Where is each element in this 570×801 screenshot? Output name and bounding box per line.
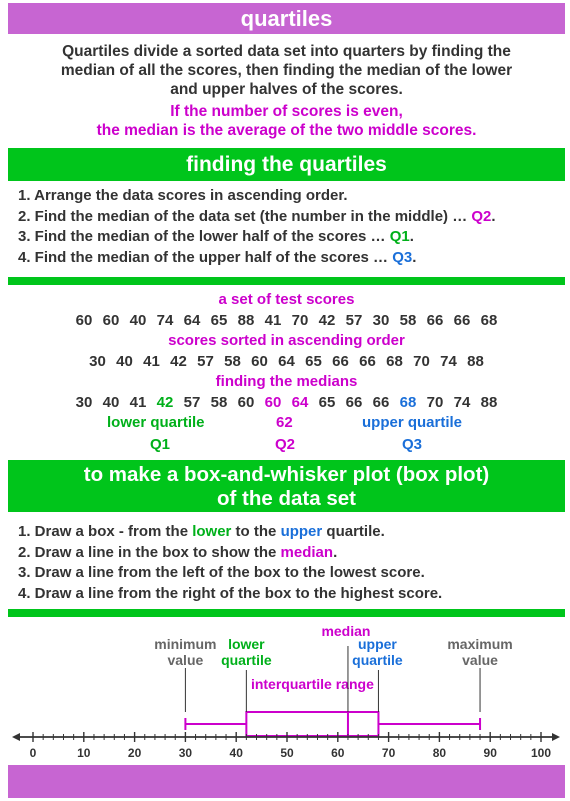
score-value: 41 [143,353,160,370]
score-value: 74 [440,353,457,370]
q1-tag: Q1 [389,228,410,245]
score-value: 88 [237,312,255,329]
set-label: a set of test scores [218,291,355,308]
step-item [18,543,442,564]
step-text: to the [231,523,281,540]
lower-quartile-label: lower quartile [107,414,205,431]
maximum-label: maximum [447,636,513,652]
score-value: 88 [467,353,484,370]
score-value: 41 [129,394,147,411]
note-line: the median is the average of the two middle scores. [96,122,477,139]
q1-label: Q1 [150,436,171,453]
box-plot-diagram [0,618,570,768]
step-item [18,522,442,543]
step-text: 3. Find the median of the lower half of the scores … [18,228,390,245]
lower-quartile-label: lower [228,636,265,652]
score-value: 66 [359,353,376,370]
q3-label: Q3 [402,436,423,453]
sorted-label: scores sorted in ascending order [168,332,405,349]
score-value: 74 [156,312,174,329]
upper-word: upper [280,523,323,540]
score-value: 30 [75,394,93,411]
score-value: 60 [102,312,120,329]
score-value: 57 [183,394,201,411]
boxplot-heading-band [8,460,565,512]
lower-quartile-label: quartile [221,652,272,668]
step-item [18,563,442,584]
score-value: 66 [453,312,471,329]
q2-label: Q2 [275,436,296,453]
axis-tick-label: 100 [530,746,552,760]
medians-label: finding the medians [215,373,358,390]
score-value: 40 [116,353,133,370]
finding-heading-band [8,148,565,181]
score-value: 65 [210,312,228,329]
score-value: 70 [426,394,444,411]
axis-arrow-left [12,733,20,741]
score-value: 66 [372,394,390,411]
score-value: 74 [453,394,471,411]
score-value: 40 [129,312,147,329]
upper-quartile-label: quartile [352,652,403,668]
page-title: quartiles [240,6,333,31]
score-value: 57 [197,353,214,370]
q2-tag: Q2 [471,207,492,225]
step-text: 4. Find the median of the upper half of the scores … [18,248,393,266]
score-value: 66 [345,394,363,411]
axis-tick-label: 40 [229,746,243,760]
score-value: 60 [237,394,255,411]
maximum-label: value [462,652,498,668]
upper-quartile-label: upper quartile [362,414,463,431]
score-value: 41 [264,312,282,329]
axis-tick-label: 30 [178,746,193,760]
medians-row [8,394,565,411]
footer-band [8,765,565,798]
step-text: . [333,543,338,561]
score-value: 58 [399,312,417,329]
step-text: 1. Arrange the data scores in ascending order. [18,187,348,204]
median-word: median [280,543,334,561]
score-value: 68 [399,394,417,411]
upper-quartile-label: upper [357,636,397,652]
axis-tick-label: 10 [77,746,91,760]
finding-steps [18,186,496,268]
divider [8,609,565,617]
score-value: 57 [345,312,363,329]
score-value: 42 [170,353,187,370]
step-item [18,584,442,605]
score-value: 65 [318,394,336,411]
score-value: 60 [75,312,93,329]
score-value: 60 [264,394,282,411]
step-item [18,248,496,269]
intro-line: and upper halves of the scores. [170,81,403,98]
step-tail: . [412,248,417,266]
minimum-label: minimum [154,636,217,652]
step-item [18,207,496,228]
iqr-box [246,712,378,736]
score-value: 42 [156,394,174,411]
intro-line: Quartiles divide a sorted data set into quarters by finding the [62,43,511,60]
score-value: 64 [291,394,309,411]
minimum-label: value [167,652,204,668]
score-value: 68 [386,353,403,370]
boxplot-steps [18,522,442,604]
score-value: 40 [102,394,120,411]
score-value: 58 [210,394,228,411]
step-text: 2. Draw a line in the box to show the [18,543,281,561]
score-value: 88 [480,394,498,411]
boxplot-heading-line: of the data set [217,487,356,510]
score-value: 66 [332,353,349,370]
axis-tick-label: 80 [432,746,447,760]
step-text: quartile. [322,523,385,540]
finding-heading: finding the quartiles [186,153,387,176]
score-value: 58 [224,353,241,370]
note-line: If the number of scores is even, [170,103,403,120]
score-value: 30 [89,353,106,370]
axis-tick-label: 90 [483,746,497,760]
intro-text [8,42,565,99]
intro-line: median of all the scores, then finding the median of the lower [60,62,513,79]
step-tail: . [409,228,414,245]
axis-arrow-right [552,733,560,741]
axis-tick-label: 50 [280,746,294,760]
median-label: median [321,623,371,639]
score-value: 66 [426,312,444,329]
score-value: 65 [305,353,322,370]
sorted-row [8,353,565,370]
score-value: 70 [413,353,430,370]
axis-tick-label: 0 [29,746,37,760]
even-note [8,102,565,140]
axis-tick-label: 70 [381,746,396,760]
score-value: 64 [278,353,295,370]
q3-tag: Q3 [392,248,413,266]
score-value: 30 [372,312,390,329]
axis-tick-label: 20 [127,746,142,760]
step-text: 2. Find the median of the data set (the number in the middle) … [18,207,472,225]
score-value: 42 [318,312,336,329]
iqr-label: interquartile range [250,676,374,692]
title-band [8,3,565,34]
boxplot-heading-line: to make a box-and-whisker plot (box plot) [83,463,490,486]
score-value: 68 [480,312,498,329]
step-text: 3. Draw a line from the left of the box to the lowest score. [18,564,425,581]
step-item [18,227,496,248]
median-value: 62 [276,414,293,431]
step-text: 4. Draw a line from the right of the box to the highest score. [18,584,443,602]
divider [8,277,565,285]
score-value: 60 [251,353,268,370]
step-tail: . [491,207,496,225]
score-value: 70 [291,312,309,329]
score-value: 64 [183,312,201,329]
step-text: 1. Draw a box - from the [18,523,193,540]
lower-word: lower [192,523,232,540]
scores-row [8,312,565,329]
axis-tick-label: 60 [331,746,345,760]
step-item [18,186,496,207]
